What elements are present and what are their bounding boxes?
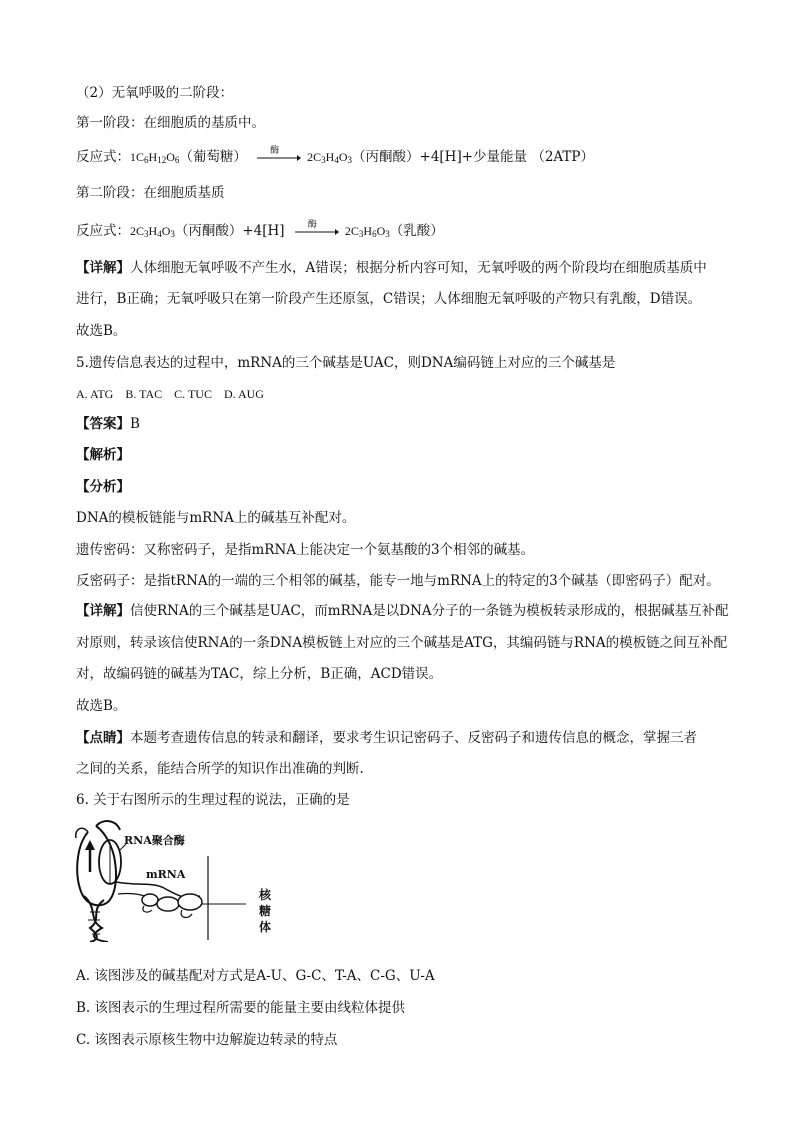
label-rna-polymerase: RNA聚合酶: [124, 834, 185, 847]
q5-analysis-2: 遗传密码：又称密码子，是指mRNA上能决定一个氨基酸的3个相邻的碱基。: [76, 542, 535, 558]
reaction2: [76, 219, 444, 243]
q5-detail-3: 对，故编码链的碱基为TAC，综上分析，B正确，ACD错误。: [76, 666, 443, 682]
label-ribosome-3: 体: [259, 920, 272, 934]
q6-option-a: A. 该图涉及的碱基配对方式是A-U、G-C、T-A、C-G、U-A: [76, 968, 435, 984]
detail-tag: 【详解】: [76, 260, 130, 276]
analysis-tag: 【解析】: [76, 447, 130, 463]
q5-comment-2: 之间的关系，能结合所学的知识作出准确的判断.: [76, 761, 364, 777]
q5-comment-1: 【点睛】本题考查遗传信息的转录和翻译，要求考生识记密码子、反密码子和遗传信息的概念，掌握三者: [76, 730, 697, 746]
q5-analysis-1: DNA的模板链能与mRNA上的碱基互补配对。: [76, 510, 356, 526]
q6-option-b: B. 该图表示的生理过程所需要的能量主要由线粒体提供: [76, 1000, 406, 1016]
q5-options: A. ATG B. TAC C. TUC D. AUG: [76, 387, 264, 401]
reaction2-label: 反应式：: [76, 223, 130, 239]
reaction1-label: 反应式：: [76, 149, 130, 165]
detail4-line2: 进行，B正确；无氧呼吸只在第一阶段产生还原氢，C错误；人体细胞无氧呼吸的产物只有乳酸，D错误。: [76, 291, 702, 307]
reaction-arrow-icon: [295, 219, 339, 239]
reaction2-product-formula: $2C_3H_6O_3$: [344, 224, 390, 239]
q6-stem: 6. 关于右图所示的生理过程的说法，正确的是: [76, 792, 350, 808]
q6-option-c: C. 该图表示原核生物中边解旋边转录的特点: [76, 1032, 338, 1048]
answer-tag: 【答案】: [76, 416, 130, 432]
reaction1: [76, 145, 595, 169]
q5-answer: [76, 415, 140, 433]
reaction1-reactant-name: （葡萄糖）: [179, 149, 247, 165]
catalyst-label: 酶: [270, 145, 280, 156]
reaction1-product: （丙酮酸）+4[H]+少量能量 （2ATP）: [352, 149, 595, 165]
label-mrna: mRNA: [146, 868, 186, 881]
detail4-choose: 故选B。: [76, 323, 127, 339]
reaction-arrow-icon: [257, 145, 301, 165]
label-ribosome-2: 糖: [259, 904, 272, 918]
reaction2-product: （乳酸）: [389, 223, 444, 239]
fenxi-tag: 【分析】: [76, 479, 130, 495]
q5-stem: 5.遗传信息表达的过程中，mRNA的三个碱基是UAC，则DNA编码链上对应的三个碱基是: [76, 355, 616, 371]
transcription-translation-diagram: [68, 816, 278, 942]
q5-detail-1: 【详解】信使RNA的三个碱基是UAC，而mRNA是以DNA分子的一条链为模板转录形成的，根据碱基互补配: [76, 603, 729, 619]
reaction2-reactant-formula: $2C_3H_4O_3$: [130, 224, 175, 239]
reaction1-reactant: $1C_6H_{12}O_6$: [130, 150, 180, 165]
reaction1-product-formula: $2C_3H_4O_3$: [307, 150, 353, 165]
comment-tag: 【点睛】: [76, 730, 130, 746]
detail4-line1: 【详解】人体细胞无氧呼吸不产生水，A错误；根据分析内容可知，无氧呼吸的两个阶段均在细胞质基质中: [76, 260, 707, 276]
q5-analysis-3: 反密码子：是指tRNA的一端的三个相邻的碱基，能专一地与mRNA上的特定的3个碱基（即密码子）配对。: [76, 573, 720, 589]
q5-detail-2: 对原则，转录该信使RNA的一条DNA模板链上对应的三个碱基是ATG，其编码链与RNA的模板链之间互补配: [76, 635, 728, 651]
q5-choose: 故选B。: [76, 698, 127, 714]
detail-tag: 【详解】: [76, 603, 130, 619]
stage2-text: 第二阶段：在细胞质基质: [76, 185, 225, 201]
anaerobic-heading: （2）无氧呼吸的二阶段：: [76, 85, 234, 101]
answer-value: B: [130, 416, 140, 432]
stage1-text: 第一阶段：在细胞质的基质中。: [76, 115, 265, 131]
reaction2-reactant-rest: （丙酮酸）+4[H]: [174, 223, 285, 239]
catalyst-label: 酶: [307, 219, 317, 230]
label-ribosome-1: 核: [259, 888, 272, 902]
